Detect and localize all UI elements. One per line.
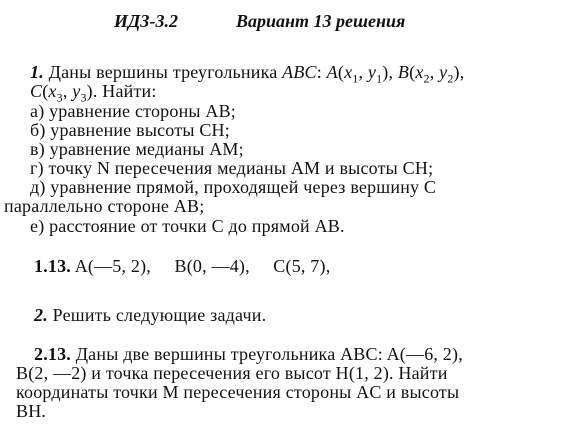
- task1-item-a: а) уравнение стороны AB;: [30, 101, 236, 121]
- task213-number: 2.13.: [34, 344, 71, 364]
- task1-triangle: ABC: [282, 62, 317, 82]
- task1-item-d: д) уравнение прямой, проходящей через вершину C: [30, 177, 437, 197]
- task2-text: Решить следующие задачи.: [52, 305, 267, 325]
- variant-number: 1.13.: [34, 256, 71, 276]
- task1-line1: 1. Даны вершины треугольника ABC: $A(x_1$, $y_1$), $B(x_2$, $y_2$),: [30, 62, 465, 86]
- task2-number: 2.: [34, 305, 48, 325]
- variant-title: Вариант 13 решения: [236, 11, 406, 31]
- task1-item-b: б) уравнение высоты CH;: [30, 120, 230, 140]
- task213-line4: BH.: [16, 401, 47, 421]
- task213-line2: B(2, —2) и точка пересечения его высот H(1, 2). Найти: [16, 363, 448, 383]
- task1-item-e: е) расстояние от точки C до прямой AB.: [30, 216, 345, 236]
- task1-item-g: г) точку N пересечения медианы AM и высоты CH;: [30, 158, 434, 178]
- task1-number: 1.: [30, 62, 44, 82]
- task1-item-v: в) уравнение медианы AM;: [30, 139, 244, 159]
- variant-data-line: [34, 256, 330, 276]
- task1-line2: $C(x_3$, $y_3$). Найти:: [30, 81, 157, 105]
- doc-title: ИДЗ-3.2: [114, 11, 178, 31]
- task213-line3: координаты точки M пересечения стороны AC и высоты: [16, 382, 460, 402]
- task1-find: Найти:: [102, 81, 157, 101]
- variant-points: A(—5, 2), B(0, —4), C(5, 7),: [74, 256, 331, 276]
- task213-line1: 2.13. Даны две вершины треугольника ABC: A(—6, 2),: [34, 344, 463, 364]
- task2-line: [34, 305, 266, 325]
- task1-item-d-cont: параллельно стороне AB;: [4, 196, 205, 216]
- task1-intro: Даны вершины треугольника: [48, 62, 278, 82]
